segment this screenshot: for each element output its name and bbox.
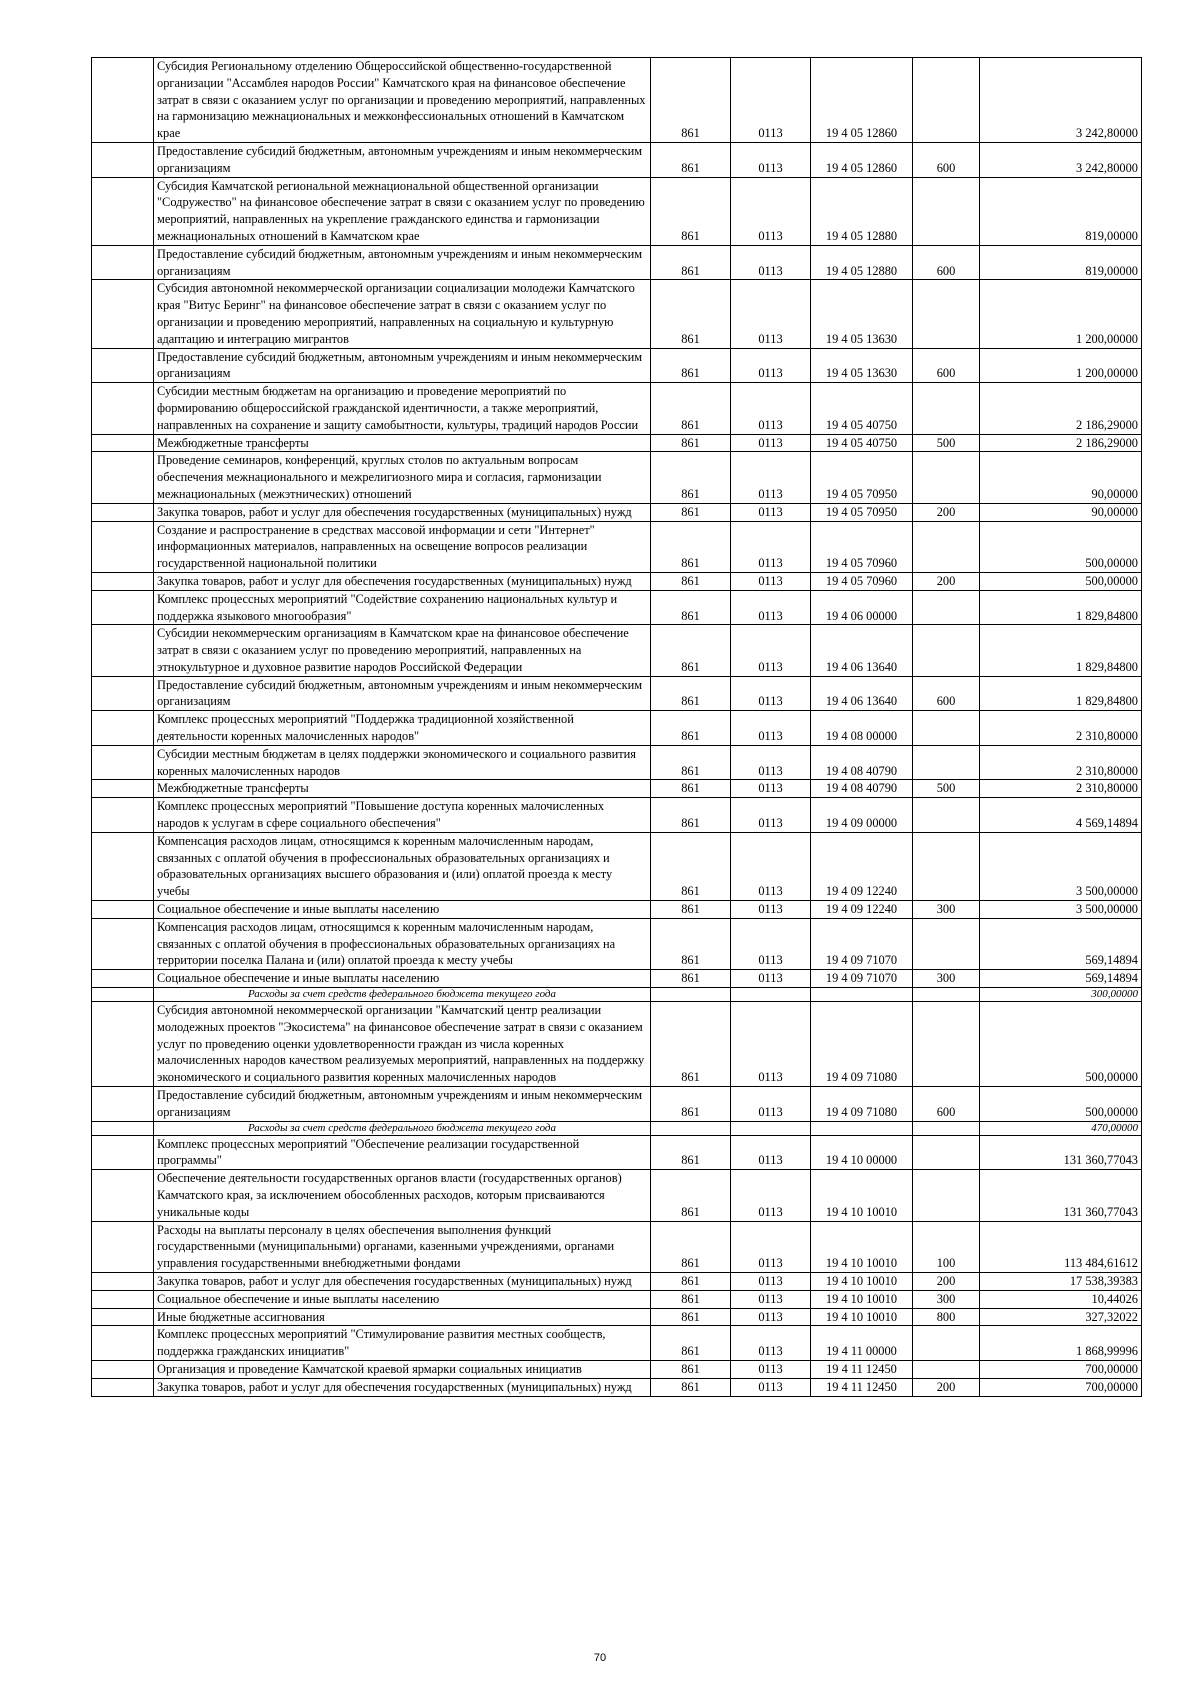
grbs-cell: 861 — [651, 1360, 731, 1378]
target-cell: 19 4 08 40790 — [811, 780, 913, 798]
grbs-cell: 861 — [651, 1290, 731, 1308]
section-cell: 0113 — [731, 1360, 811, 1378]
amount-cell: 90,00000 — [980, 503, 1142, 521]
expense-type-cell: 300 — [913, 901, 980, 919]
amount-cell: 700,00000 — [980, 1378, 1142, 1396]
expense-type-cell — [913, 1326, 980, 1361]
amount-cell: 131 360,77043 — [980, 1170, 1142, 1221]
item-name-cell: Комплекс процессных мероприятий "Обеспечение реализации государственной программы" — [154, 1135, 651, 1170]
blank-cell — [92, 901, 154, 919]
target-cell: 19 4 09 71080 — [811, 1087, 913, 1122]
section-cell: 0113 — [731, 383, 811, 434]
expense-type-cell: 600 — [913, 142, 980, 177]
amount-cell: 10,44026 — [980, 1290, 1142, 1308]
section-cell: 0113 — [731, 1326, 811, 1361]
expense-type-cell: 600 — [913, 245, 980, 280]
blank-cell — [92, 1378, 154, 1396]
target-cell: 19 4 05 70960 — [811, 521, 913, 572]
section-cell: 0113 — [731, 1221, 811, 1272]
section-cell: 0113 — [731, 711, 811, 746]
table-row — [92, 503, 1142, 521]
item-name-cell: Субсидия Региональному отделению Общероссийской общественно-государственной организации "Ассамблея народов России" Камчатского края на финансовое обеспечение затрат в связи с оказанием услуг по организации и проведению мероприятий, направленных на гармонизацию межнациональных и межконфессиональных отношений в Камчатском крае — [154, 58, 651, 143]
section-cell: 0113 — [731, 452, 811, 503]
blank-cell — [92, 676, 154, 711]
amount-cell: 17 538,39383 — [980, 1272, 1142, 1290]
grbs-cell: 861 — [651, 918, 731, 969]
grbs-cell: 861 — [651, 1135, 731, 1170]
grbs-cell: 861 — [651, 1378, 731, 1396]
expense-type-cell: 600 — [913, 676, 980, 711]
amount-cell: 3 500,00000 — [980, 901, 1142, 919]
section-cell: 0113 — [731, 780, 811, 798]
blank-cell — [92, 1290, 154, 1308]
table-row — [92, 1378, 1142, 1396]
section-cell: 0113 — [731, 503, 811, 521]
blank-cell — [92, 590, 154, 625]
target-cell: 19 4 09 00000 — [811, 798, 913, 833]
blank-cell — [92, 988, 154, 1002]
grbs-cell: 861 — [651, 711, 731, 746]
table-row — [92, 383, 1142, 434]
item-name-cell: Закупка товаров, работ и услуг для обеспечения государственных (муниципальных) нужд — [154, 1378, 651, 1396]
expense-type-cell — [913, 521, 980, 572]
item-name-cell: Субсидии некоммерческим организациям в Камчатском крае на финансовое обеспечение затрат в связи с оказанием услуг по проведению мероприятий, направленных на этнокультурное и духовное развитие народов Российской Федерации — [154, 625, 651, 676]
amount-cell: 470,00000 — [980, 1121, 1142, 1135]
grbs-cell: 861 — [651, 590, 731, 625]
target-cell: 19 4 05 13630 — [811, 280, 913, 348]
table-row — [92, 1290, 1142, 1308]
section-cell: 0113 — [731, 348, 811, 383]
blank-cell — [92, 434, 154, 452]
expense-type-cell — [913, 1002, 980, 1087]
grbs-cell: 861 — [651, 798, 731, 833]
item-name-cell: Создание и распространение в средствах массовой информации и сети "Интернет" информационных материалов, направленных на освещение вопросов реализации государственной национальной политики — [154, 521, 651, 572]
expense-type-cell — [913, 1121, 980, 1135]
item-name-cell: Обеспечение деятельности государственных органов власти (государственных органов) Камчатского края, за исключением обособленных расходов, которым присваиваются уникальные коды — [154, 1170, 651, 1221]
blank-cell — [92, 1221, 154, 1272]
table-row — [92, 572, 1142, 590]
blank-cell — [92, 1135, 154, 1170]
table-row — [92, 625, 1142, 676]
amount-cell: 2 310,80000 — [980, 711, 1142, 746]
section-cell: 0113 — [731, 1290, 811, 1308]
target-cell: 19 4 05 12880 — [811, 177, 913, 245]
table-row — [92, 434, 1142, 452]
section-cell: 0113 — [731, 970, 811, 988]
item-name-cell: Комплекс процессных мероприятий "Содействие сохранению национальных культур и поддержка языкового многообразия" — [154, 590, 651, 625]
amount-cell: 569,14894 — [980, 970, 1142, 988]
blank-cell — [92, 452, 154, 503]
amount-cell: 1 200,00000 — [980, 280, 1142, 348]
expense-type-cell — [913, 280, 980, 348]
target-cell: 19 4 09 12240 — [811, 832, 913, 900]
table-row — [92, 1326, 1142, 1361]
expense-type-cell — [913, 988, 980, 1002]
section-cell: 0113 — [731, 918, 811, 969]
amount-cell: 1 829,84800 — [980, 590, 1142, 625]
item-name-cell: Проведение семинаров, конференций, круглых столов по актуальным вопросам обеспечения межнационального и межрелигиозного мира и согласия, гармонизации межнациональных (межэтнических) отношений — [154, 452, 651, 503]
item-name-cell: Закупка товаров, работ и услуг для обеспечения государственных (муниципальных) нужд — [154, 572, 651, 590]
expense-type-cell: 800 — [913, 1308, 980, 1326]
expense-type-cell — [913, 745, 980, 780]
blank-cell — [92, 503, 154, 521]
expense-type-cell — [913, 1135, 980, 1170]
expense-type-cell — [913, 452, 980, 503]
item-name-cell: Субсидия Камчатской региональной межнациональной общественной организации "Содружество" на финансовое обеспечение затрат в связи с оказанием услуг по проведению мероприятий, направленных на укрепление гражданского единства и гармонизации межнациональных отношений в Камчатском крае — [154, 177, 651, 245]
amount-cell: 3 242,80000 — [980, 142, 1142, 177]
expense-type-cell — [913, 798, 980, 833]
expense-type-cell — [913, 177, 980, 245]
item-name-cell: Расходы на выплаты персоналу в целях обеспечения выполнения функций государственными (муниципальными) органами, казенными учреждениями, органами управления государственными внебюджетными фондами — [154, 1221, 651, 1272]
amount-cell: 500,00000 — [980, 521, 1142, 572]
blank-cell — [92, 1170, 154, 1221]
item-name-cell: Предоставление субсидий бюджетным, автономным учреждениям и иным некоммерческим организациям — [154, 1087, 651, 1122]
section-cell: 0113 — [731, 901, 811, 919]
item-name-cell: Комплекс процессных мероприятий "Поддержка традиционной хозяйственной деятельности коренных малочисленных народов" — [154, 711, 651, 746]
blank-cell — [92, 1326, 154, 1361]
table-row — [92, 280, 1142, 348]
target-cell: 19 4 10 10010 — [811, 1290, 913, 1308]
grbs-cell: 861 — [651, 1272, 731, 1290]
grbs-cell: 861 — [651, 177, 731, 245]
target-cell: 19 4 05 40750 — [811, 434, 913, 452]
target-cell: 19 4 06 00000 — [811, 590, 913, 625]
amount-cell: 131 360,77043 — [980, 1135, 1142, 1170]
federal-funds-row — [92, 988, 1142, 1002]
table-row — [92, 1272, 1142, 1290]
section-cell: 0113 — [731, 1135, 811, 1170]
amount-cell: 300,00000 — [980, 988, 1142, 1002]
grbs-cell: 861 — [651, 142, 731, 177]
blank-cell — [92, 1087, 154, 1122]
section-cell: 0113 — [731, 1002, 811, 1087]
table-row — [92, 1087, 1142, 1122]
table-row — [92, 798, 1142, 833]
target-cell: 19 4 05 12860 — [811, 58, 913, 143]
amount-cell: 1 829,84800 — [980, 625, 1142, 676]
target-cell: 19 4 06 13640 — [811, 625, 913, 676]
table-row — [92, 745, 1142, 780]
expense-type-cell: 200 — [913, 1378, 980, 1396]
grbs-cell: 861 — [651, 521, 731, 572]
item-name-cell: Закупка товаров, работ и услуг для обеспечения государственных (муниципальных) нужд — [154, 503, 651, 521]
blank-cell — [92, 280, 154, 348]
target-cell — [811, 988, 913, 1002]
item-name-cell: Закупка товаров, работ и услуг для обеспечения государственных (муниципальных) нужд — [154, 1272, 651, 1290]
blank-cell — [92, 348, 154, 383]
table-row — [92, 1135, 1142, 1170]
section-cell: 0113 — [731, 58, 811, 143]
target-cell: 19 4 10 10010 — [811, 1221, 913, 1272]
grbs-cell: 861 — [651, 832, 731, 900]
amount-cell: 4 569,14894 — [980, 798, 1142, 833]
target-cell: 19 4 10 00000 — [811, 1135, 913, 1170]
amount-cell: 327,32022 — [980, 1308, 1142, 1326]
table-row — [92, 711, 1142, 746]
grbs-cell — [651, 1121, 731, 1135]
amount-cell: 1 200,00000 — [980, 348, 1142, 383]
target-cell: 19 4 05 40750 — [811, 383, 913, 434]
table-row — [92, 245, 1142, 280]
blank-cell — [92, 745, 154, 780]
item-name-cell: Иные бюджетные ассигнования — [154, 1308, 651, 1326]
table-row — [92, 918, 1142, 969]
section-cell: 0113 — [731, 142, 811, 177]
expense-type-cell — [913, 832, 980, 900]
table-row — [92, 142, 1142, 177]
page-number: 70 — [593, 1652, 607, 1664]
target-cell: 19 4 08 00000 — [811, 711, 913, 746]
grbs-cell: 861 — [651, 1326, 731, 1361]
target-cell: 19 4 09 12240 — [811, 901, 913, 919]
blank-cell — [92, 572, 154, 590]
blank-cell — [92, 711, 154, 746]
section-cell: 0113 — [731, 676, 811, 711]
section-cell: 0113 — [731, 1378, 811, 1396]
blank-cell — [92, 245, 154, 280]
item-name-cell: Комплекс процессных мероприятий "Повышение доступа коренных малочисленных народов к услугам в сфере социального обеспечения" — [154, 798, 651, 833]
grbs-cell: 861 — [651, 901, 731, 919]
item-name-cell: Организация и проведение Камчатской краевой ярмарки социальных инициатив — [154, 1360, 651, 1378]
item-name-cell: Межбюджетные трансферты — [154, 434, 651, 452]
expense-type-cell — [913, 918, 980, 969]
target-cell: 19 4 05 70960 — [811, 572, 913, 590]
target-cell: 19 4 11 12450 — [811, 1360, 913, 1378]
item-name-cell: Социальное обеспечение и иные выплаты населению — [154, 970, 651, 988]
expense-type-cell — [913, 383, 980, 434]
amount-cell: 2 186,29000 — [980, 383, 1142, 434]
table-row — [92, 1002, 1142, 1087]
expense-type-cell — [913, 711, 980, 746]
grbs-cell: 861 — [651, 280, 731, 348]
grbs-cell: 861 — [651, 676, 731, 711]
table-row — [92, 348, 1142, 383]
amount-cell: 819,00000 — [980, 245, 1142, 280]
section-cell: 0113 — [731, 1308, 811, 1326]
expense-type-cell: 200 — [913, 1272, 980, 1290]
blank-cell — [92, 918, 154, 969]
table-row — [92, 901, 1142, 919]
grbs-cell: 861 — [651, 625, 731, 676]
target-cell: 19 4 10 10010 — [811, 1170, 913, 1221]
grbs-cell: 861 — [651, 348, 731, 383]
federal-funds-note: Расходы за счет средств федерального бюджета текущего года — [154, 1121, 651, 1135]
target-cell: 19 4 10 10010 — [811, 1272, 913, 1290]
table-row — [92, 1360, 1142, 1378]
amount-cell: 113 484,61612 — [980, 1221, 1142, 1272]
amount-cell: 1 868,99996 — [980, 1326, 1142, 1361]
section-cell: 0113 — [731, 625, 811, 676]
budget-table — [91, 57, 1142, 1397]
item-name-cell: Предоставление субсидий бюджетным, автономным учреждениям и иным некоммерческим организациям — [154, 245, 651, 280]
item-name-cell: Комплекс процессных мероприятий "Стимулирование развития местных сообществ, поддержка гражданских инициатив" — [154, 1326, 651, 1361]
expense-type-cell — [913, 590, 980, 625]
grbs-cell: 861 — [651, 58, 731, 143]
table-row — [92, 521, 1142, 572]
item-name-cell: Компенсация расходов лицам, относящимся к коренным малочисленным народам, связанных с оплатой обучения в профессиональных образовательных организациях и образовательных организациях высшего образования и (или) оплатой проезда к месту учебы — [154, 832, 651, 900]
section-cell — [731, 988, 811, 1002]
target-cell: 19 4 05 12860 — [811, 142, 913, 177]
item-name-cell: Социальное обеспечение и иные выплаты населению — [154, 901, 651, 919]
item-name-cell: Субсидии местным бюджетам в целях поддержки экономического и социального развития коренных малочисленных народов — [154, 745, 651, 780]
item-name-cell: Субсидия автономной некоммерческой организации "Камчатский центр реализации молодежных проектов "Экосистема" на финансовое обеспечение затрат в связи с оказанием услуг по проведению оценки удовлетворенности граждан из числа коренных малочисленных народов качеством реализуемых мероприятий, направленных на поддержку экономического и социального развития коренных малочисленных народов — [154, 1002, 651, 1087]
grbs-cell: 861 — [651, 1308, 731, 1326]
table-row — [92, 1170, 1142, 1221]
item-name-cell: Субсидия автономной некоммерческой организации социализации молодежи Камчатского края "Витус Беринг" на финансовое обеспечение затрат в связи с оказанием услуг по организации и проведению мероприятий, направленных на социальную и культурную адаптацию и интеграцию мигрантов — [154, 280, 651, 348]
table-row — [92, 1308, 1142, 1326]
item-name-cell: Социальное обеспечение и иные выплаты населению — [154, 1290, 651, 1308]
blank-cell — [92, 1360, 154, 1378]
federal-funds-row — [92, 1121, 1142, 1135]
item-name-cell: Предоставление субсидий бюджетным, автономным учреждениям и иным некоммерческим организациям — [154, 142, 651, 177]
grbs-cell: 861 — [651, 745, 731, 780]
section-cell: 0113 — [731, 280, 811, 348]
blank-cell — [92, 142, 154, 177]
blank-cell — [92, 1121, 154, 1135]
target-cell: 19 4 09 71070 — [811, 918, 913, 969]
item-name-cell: Межбюджетные трансферты — [154, 780, 651, 798]
expense-type-cell: 100 — [913, 1221, 980, 1272]
section-cell: 0113 — [731, 832, 811, 900]
table-row — [92, 780, 1142, 798]
grbs-cell: 861 — [651, 383, 731, 434]
expense-type-cell — [913, 1360, 980, 1378]
section-cell — [731, 1121, 811, 1135]
amount-cell: 1 829,84800 — [980, 676, 1142, 711]
table-row — [92, 590, 1142, 625]
table-row — [92, 970, 1142, 988]
grbs-cell: 861 — [651, 1087, 731, 1122]
blank-cell — [92, 383, 154, 434]
blank-cell — [92, 1308, 154, 1326]
expense-type-cell: 500 — [913, 780, 980, 798]
amount-cell: 569,14894 — [980, 918, 1142, 969]
expense-type-cell — [913, 1170, 980, 1221]
grbs-cell: 861 — [651, 434, 731, 452]
blank-cell — [92, 521, 154, 572]
blank-cell — [92, 177, 154, 245]
item-name-cell: Предоставление субсидий бюджетным, автономным учреждениям и иным некоммерческим организациям — [154, 348, 651, 383]
section-cell: 0113 — [731, 745, 811, 780]
item-name-cell: Предоставление субсидий бюджетным, автономным учреждениям и иным некоммерческим организациям — [154, 676, 651, 711]
federal-funds-note: Расходы за счет средств федерального бюджета текущего года — [154, 988, 651, 1002]
blank-cell — [92, 798, 154, 833]
section-cell: 0113 — [731, 434, 811, 452]
blank-cell — [92, 780, 154, 798]
blank-cell — [92, 832, 154, 900]
blank-cell — [92, 1272, 154, 1290]
table-row — [92, 177, 1142, 245]
target-cell: 19 4 09 71070 — [811, 970, 913, 988]
expense-type-cell: 200 — [913, 503, 980, 521]
expense-type-cell: 300 — [913, 1290, 980, 1308]
target-cell: 19 4 11 12450 — [811, 1378, 913, 1396]
grbs-cell: 861 — [651, 245, 731, 280]
grbs-cell: 861 — [651, 452, 731, 503]
target-cell: 19 4 05 13630 — [811, 348, 913, 383]
blank-cell — [92, 1002, 154, 1087]
grbs-cell: 861 — [651, 1170, 731, 1221]
section-cell: 0113 — [731, 1170, 811, 1221]
amount-cell: 2 310,80000 — [980, 745, 1142, 780]
amount-cell: 2 186,29000 — [980, 434, 1142, 452]
section-cell: 0113 — [731, 521, 811, 572]
amount-cell: 700,00000 — [980, 1360, 1142, 1378]
target-cell: 19 4 05 70950 — [811, 503, 913, 521]
amount-cell: 2 310,80000 — [980, 780, 1142, 798]
blank-cell — [92, 58, 154, 143]
expense-type-cell — [913, 58, 980, 143]
target-cell: 19 4 11 00000 — [811, 1326, 913, 1361]
section-cell: 0113 — [731, 245, 811, 280]
grbs-cell: 861 — [651, 1221, 731, 1272]
expense-type-cell: 600 — [913, 1087, 980, 1122]
section-cell: 0113 — [731, 572, 811, 590]
amount-cell: 3 500,00000 — [980, 832, 1142, 900]
item-name-cell: Субсидии местным бюджетам на организацию и проведение мероприятий по формированию общероссийской гражданской идентичности, а также мероприятий, направленных на сохранение и защиту самобытности, культуры, традиций народов России — [154, 383, 651, 434]
section-cell: 0113 — [731, 177, 811, 245]
amount-cell: 819,00000 — [980, 177, 1142, 245]
amount-cell: 3 242,80000 — [980, 58, 1142, 143]
expense-type-cell: 600 — [913, 348, 980, 383]
section-cell: 0113 — [731, 1087, 811, 1122]
item-name-cell: Компенсация расходов лицам, относящимся к коренным малочисленным народам, связанных с оплатой обучения в профессиональных образовательных организациях на территории поселка Палана и (или) оплатой проезда к месту учебы — [154, 918, 651, 969]
blank-cell — [92, 625, 154, 676]
table-row — [92, 58, 1142, 143]
grbs-cell: 861 — [651, 1002, 731, 1087]
target-cell: 19 4 05 12880 — [811, 245, 913, 280]
expense-type-cell: 300 — [913, 970, 980, 988]
grbs-cell: 861 — [651, 572, 731, 590]
section-cell: 0113 — [731, 1272, 811, 1290]
target-cell: 19 4 06 13640 — [811, 676, 913, 711]
grbs-cell: 861 — [651, 503, 731, 521]
table-row — [92, 1221, 1142, 1272]
target-cell: 19 4 05 70950 — [811, 452, 913, 503]
table-row — [92, 676, 1142, 711]
section-cell: 0113 — [731, 798, 811, 833]
amount-cell: 500,00000 — [980, 1002, 1142, 1087]
expense-type-cell — [913, 625, 980, 676]
table-row — [92, 452, 1142, 503]
blank-cell — [92, 970, 154, 988]
section-cell: 0113 — [731, 590, 811, 625]
amount-cell: 500,00000 — [980, 572, 1142, 590]
expense-type-cell: 200 — [913, 572, 980, 590]
target-cell: 19 4 08 40790 — [811, 745, 913, 780]
amount-cell: 90,00000 — [980, 452, 1142, 503]
amount-cell: 500,00000 — [980, 1087, 1142, 1122]
grbs-cell: 861 — [651, 780, 731, 798]
target-cell: 19 4 10 10010 — [811, 1308, 913, 1326]
grbs-cell: 861 — [651, 970, 731, 988]
expense-type-cell: 500 — [913, 434, 980, 452]
grbs-cell — [651, 988, 731, 1002]
table-row — [92, 832, 1142, 900]
target-cell — [811, 1121, 913, 1135]
target-cell: 19 4 09 71080 — [811, 1002, 913, 1087]
budget-table-body — [92, 58, 1142, 1397]
